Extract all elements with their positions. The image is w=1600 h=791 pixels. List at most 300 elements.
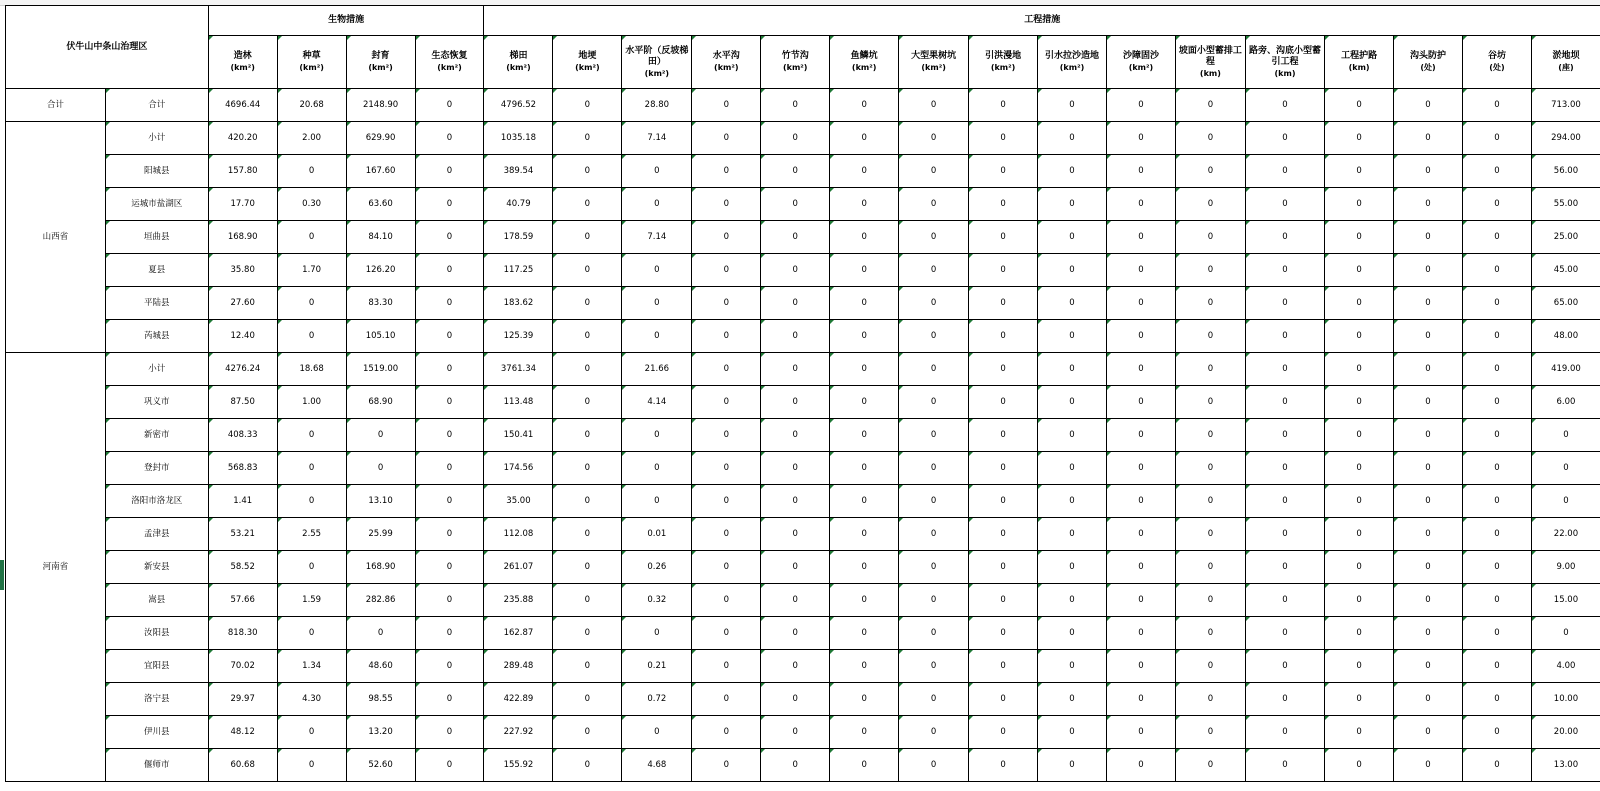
table-cell[interactable]: 0	[1325, 254, 1394, 287]
table-cell[interactable]: 0	[1106, 551, 1175, 584]
table-cell[interactable]: 0	[830, 419, 899, 452]
table-cell[interactable]: 0	[1106, 518, 1175, 551]
table-cell[interactable]: 0	[1394, 254, 1463, 287]
table-cell[interactable]: 0	[622, 155, 692, 188]
table-cell[interactable]: 0	[692, 683, 761, 716]
table-cell[interactable]: 0	[1106, 386, 1175, 419]
table-cell[interactable]: 0	[1325, 716, 1394, 749]
table-cell[interactable]: 422.89	[484, 683, 553, 716]
table-cell[interactable]: 155.92	[484, 749, 553, 782]
table-cell[interactable]: 0	[1245, 386, 1324, 419]
table-cell[interactable]: 0	[1245, 320, 1324, 353]
table-cell[interactable]: 0	[277, 287, 346, 320]
table-cell[interactable]: 0	[692, 749, 761, 782]
table-cell[interactable]: 0	[1106, 617, 1175, 650]
table-cell[interactable]: 0	[830, 221, 899, 254]
table-cell[interactable]: 0	[899, 551, 969, 584]
table-cell[interactable]: 0	[969, 320, 1038, 353]
table-cell[interactable]: 4.68	[622, 749, 692, 782]
table-cell[interactable]: 157.80	[208, 155, 277, 188]
table-cell[interactable]: 0	[969, 518, 1038, 551]
table-cell[interactable]: 0	[553, 452, 622, 485]
table-cell[interactable]: 0	[1462, 221, 1531, 254]
table-cell[interactable]: 0	[899, 617, 969, 650]
column-header[interactable]	[969, 36, 1038, 89]
table-cell[interactable]: 4696.44	[208, 89, 277, 122]
table-cell[interactable]: 0	[1106, 155, 1175, 188]
county-cell[interactable]: 垣曲县	[105, 221, 208, 254]
table-cell[interactable]: 0	[761, 386, 830, 419]
table-cell[interactable]: 0	[1394, 683, 1463, 716]
table-cell[interactable]: 0	[830, 287, 899, 320]
table-cell[interactable]: 0	[899, 353, 969, 386]
table-cell[interactable]: 0	[622, 485, 692, 518]
table-cell[interactable]: 0	[277, 320, 346, 353]
table-cell[interactable]: 0	[830, 122, 899, 155]
county-cell[interactable]: 新密市	[105, 419, 208, 452]
table-cell[interactable]: 0	[1462, 749, 1531, 782]
table-cell[interactable]: 0	[1462, 419, 1531, 452]
table-cell[interactable]: 261.07	[484, 551, 553, 584]
table-cell[interactable]: 0	[969, 716, 1038, 749]
table-cell[interactable]: 0	[692, 122, 761, 155]
table-cell[interactable]: 98.55	[346, 683, 415, 716]
table-cell[interactable]: 0	[415, 89, 484, 122]
table-cell[interactable]: 4796.52	[484, 89, 553, 122]
table-cell[interactable]: 17.70	[208, 188, 277, 221]
table-cell[interactable]: 0	[1245, 749, 1324, 782]
table-cell[interactable]: 0	[899, 683, 969, 716]
table-cell[interactable]: 0	[830, 89, 899, 122]
table-cell[interactable]: 0	[1462, 386, 1531, 419]
table-cell[interactable]: 0	[553, 221, 622, 254]
table-cell[interactable]: 0	[415, 254, 484, 287]
table-cell[interactable]: 0	[1394, 287, 1463, 320]
table-cell[interactable]: 15.00	[1531, 584, 1600, 617]
table-cell[interactable]: 0	[899, 221, 969, 254]
table-cell[interactable]: 0	[969, 287, 1038, 320]
table-cell[interactable]: 0	[1325, 122, 1394, 155]
table-cell[interactable]: 0	[692, 287, 761, 320]
table-cell[interactable]: 0	[1325, 419, 1394, 452]
table-cell[interactable]: 0	[1394, 188, 1463, 221]
table-cell[interactable]: 0	[1531, 419, 1600, 452]
county-cell[interactable]: 夏县	[105, 254, 208, 287]
table-cell[interactable]: 0	[830, 551, 899, 584]
table-cell[interactable]: 0	[415, 518, 484, 551]
table-cell[interactable]: 0	[1038, 551, 1107, 584]
table-cell[interactable]: 0	[1462, 287, 1531, 320]
table-cell[interactable]: 0	[1245, 419, 1324, 452]
table-cell[interactable]: 0	[415, 452, 484, 485]
table-cell[interactable]: 0	[622, 452, 692, 485]
table-cell[interactable]: 0	[830, 485, 899, 518]
table-cell[interactable]: 174.56	[484, 452, 553, 485]
table-cell[interactable]: 0	[692, 452, 761, 485]
table-cell[interactable]: 818.30	[208, 617, 277, 650]
table-cell[interactable]: 0	[830, 650, 899, 683]
table-cell[interactable]: 0	[1394, 650, 1463, 683]
table-cell[interactable]: 0	[761, 584, 830, 617]
table-cell[interactable]: 0	[1394, 386, 1463, 419]
table-cell[interactable]: 0	[1175, 353, 1245, 386]
table-cell[interactable]: 83.30	[346, 287, 415, 320]
table-cell[interactable]: 0	[415, 716, 484, 749]
table-cell[interactable]: 0	[1325, 683, 1394, 716]
column-header[interactable]	[1325, 36, 1394, 89]
table-cell[interactable]: 1.00	[277, 386, 346, 419]
table-cell[interactable]: 35.00	[484, 485, 553, 518]
table-cell[interactable]: 56.00	[1531, 155, 1600, 188]
table-cell[interactable]: 1.70	[277, 254, 346, 287]
table-cell[interactable]: 0	[415, 353, 484, 386]
table-cell[interactable]: 57.66	[208, 584, 277, 617]
table-cell[interactable]: 65.00	[1531, 287, 1600, 320]
county-cell[interactable]: 新安县	[105, 551, 208, 584]
table-cell[interactable]: 0	[1394, 617, 1463, 650]
column-header[interactable]	[899, 36, 969, 89]
table-cell[interactable]: 0	[830, 617, 899, 650]
county-cell[interactable]: 汝阳县	[105, 617, 208, 650]
table-cell[interactable]: 105.10	[346, 320, 415, 353]
table-cell[interactable]: 0	[969, 254, 1038, 287]
table-cell[interactable]: 0	[415, 287, 484, 320]
county-cell[interactable]: 小计	[105, 122, 208, 155]
table-cell[interactable]: 2148.90	[346, 89, 415, 122]
table-cell[interactable]: 0	[969, 617, 1038, 650]
table-cell[interactable]: 0	[1462, 683, 1531, 716]
county-cell[interactable]: 洛宁县	[105, 683, 208, 716]
table-cell[interactable]: 0	[830, 386, 899, 419]
table-cell[interactable]: 0	[553, 749, 622, 782]
column-header[interactable]	[830, 36, 899, 89]
table-cell[interactable]: 58.52	[208, 551, 277, 584]
table-cell[interactable]: 0	[277, 551, 346, 584]
table-cell[interactable]: 0	[830, 749, 899, 782]
table-cell[interactable]: 0	[1245, 452, 1324, 485]
table-cell[interactable]: 0	[1325, 386, 1394, 419]
table-cell[interactable]: 0	[1462, 452, 1531, 485]
total-region-cell[interactable]: 合计	[6, 89, 106, 122]
county-cell[interactable]: 洛阳市洛龙区	[105, 485, 208, 518]
county-cell[interactable]: 芮城县	[105, 320, 208, 353]
table-cell[interactable]: 0	[1394, 155, 1463, 188]
table-cell[interactable]: 0	[1038, 287, 1107, 320]
table-cell[interactable]: 0	[1245, 155, 1324, 188]
table-cell[interactable]: 0	[1038, 89, 1107, 122]
table-cell[interactable]: 0	[415, 155, 484, 188]
table-cell[interactable]: 0	[1531, 617, 1600, 650]
table-cell[interactable]: 0	[899, 749, 969, 782]
table-cell[interactable]: 0	[969, 452, 1038, 485]
table-cell[interactable]: 0	[1325, 584, 1394, 617]
table-cell[interactable]: 84.10	[346, 221, 415, 254]
table-cell[interactable]: 0	[1175, 716, 1245, 749]
table-cell[interactable]: 0	[622, 188, 692, 221]
table-cell[interactable]: 0	[1175, 155, 1245, 188]
table-cell[interactable]: 0	[1245, 89, 1324, 122]
table-cell[interactable]: 0	[1175, 683, 1245, 716]
table-cell[interactable]: 0	[761, 485, 830, 518]
table-cell[interactable]: 183.62	[484, 287, 553, 320]
table-cell[interactable]: 0	[1175, 452, 1245, 485]
table-title[interactable]: 伏牛山中条山治理区	[6, 6, 209, 89]
table-cell[interactable]: 0	[692, 617, 761, 650]
table-cell[interactable]: 0	[1325, 221, 1394, 254]
table-cell[interactable]: 0	[415, 650, 484, 683]
table-cell[interactable]: 0	[1325, 353, 1394, 386]
table-cell[interactable]: 0	[969, 650, 1038, 683]
table-cell[interactable]: 0	[1038, 254, 1107, 287]
table-cell[interactable]: 0	[899, 485, 969, 518]
table-cell[interactable]: 0.32	[622, 584, 692, 617]
table-cell[interactable]: 0	[415, 386, 484, 419]
table-cell[interactable]: 0	[1462, 122, 1531, 155]
table-cell[interactable]: 0	[899, 452, 969, 485]
table-cell[interactable]: 0	[1462, 188, 1531, 221]
column-header[interactable]	[415, 36, 484, 89]
table-cell[interactable]: 1035.18	[484, 122, 553, 155]
table-cell[interactable]: 0	[415, 683, 484, 716]
table-cell[interactable]: 0	[1175, 749, 1245, 782]
table-cell[interactable]: 0	[1462, 650, 1531, 683]
table-cell[interactable]: 0	[1175, 122, 1245, 155]
table-cell[interactable]: 0	[622, 287, 692, 320]
table-cell[interactable]: 0	[1245, 716, 1324, 749]
table-cell[interactable]: 420.20	[208, 122, 277, 155]
column-header[interactable]	[346, 36, 415, 89]
table-cell[interactable]: 0	[1038, 320, 1107, 353]
table-cell[interactable]: 0	[761, 221, 830, 254]
table-cell[interactable]: 0	[899, 254, 969, 287]
table-cell[interactable]: 0	[553, 650, 622, 683]
county-cell[interactable]: 孟津县	[105, 518, 208, 551]
table-cell[interactable]: 0	[1462, 716, 1531, 749]
column-header[interactable]	[1245, 36, 1324, 89]
table-cell[interactable]: 0	[1038, 683, 1107, 716]
table-cell[interactable]: 40.79	[484, 188, 553, 221]
table-cell[interactable]: 0	[761, 650, 830, 683]
table-cell[interactable]: 0	[415, 485, 484, 518]
table-cell[interactable]: 0	[1038, 650, 1107, 683]
table-cell[interactable]: 0	[969, 419, 1038, 452]
table-cell[interactable]: 0	[1038, 155, 1107, 188]
group-header-eng[interactable]: 工程措施	[484, 6, 1600, 36]
table-cell[interactable]: 0	[553, 716, 622, 749]
table-cell[interactable]: 4.14	[622, 386, 692, 419]
table-cell[interactable]: 0	[830, 716, 899, 749]
table-cell[interactable]: 0	[1325, 617, 1394, 650]
table-cell[interactable]: 0	[1462, 89, 1531, 122]
column-header[interactable]	[1038, 36, 1107, 89]
table-cell[interactable]: 568.83	[208, 452, 277, 485]
county-cell[interactable]: 宜阳县	[105, 650, 208, 683]
table-cell[interactable]: 0	[1325, 287, 1394, 320]
table-cell[interactable]: 168.90	[346, 551, 415, 584]
table-cell[interactable]: 0	[830, 584, 899, 617]
table-cell[interactable]: 0	[1394, 485, 1463, 518]
table-cell[interactable]: 55.00	[1531, 188, 1600, 221]
table-cell[interactable]: 0	[1325, 452, 1394, 485]
table-cell[interactable]: 0	[1038, 485, 1107, 518]
total-name-cell[interactable]: 合计	[105, 89, 208, 122]
table-cell[interactable]: 0	[553, 155, 622, 188]
table-cell[interactable]: 389.54	[484, 155, 553, 188]
table-cell[interactable]: 18.68	[277, 353, 346, 386]
table-cell[interactable]: 0	[1325, 155, 1394, 188]
table-cell[interactable]: 0	[969, 386, 1038, 419]
table-cell[interactable]: 113.48	[484, 386, 553, 419]
table-cell[interactable]: 0	[1394, 584, 1463, 617]
table-cell[interactable]: 0	[761, 320, 830, 353]
county-cell[interactable]: 阳城县	[105, 155, 208, 188]
table-cell[interactable]: 0	[1175, 518, 1245, 551]
table-cell[interactable]: 0	[1106, 419, 1175, 452]
table-cell[interactable]: 0	[830, 353, 899, 386]
table-cell[interactable]: 0	[692, 155, 761, 188]
table-cell[interactable]: 0	[969, 485, 1038, 518]
table-cell[interactable]: 0	[553, 353, 622, 386]
table-cell[interactable]: 0	[969, 551, 1038, 584]
table-cell[interactable]: 0	[1175, 419, 1245, 452]
table-cell[interactable]: 150.41	[484, 419, 553, 452]
table-cell[interactable]: 178.59	[484, 221, 553, 254]
table-cell[interactable]: 0	[1462, 518, 1531, 551]
table-cell[interactable]: 0	[899, 716, 969, 749]
table-cell[interactable]: 9.00	[1531, 551, 1600, 584]
table-cell[interactable]: 0	[1175, 221, 1245, 254]
table-cell[interactable]: 0	[1106, 584, 1175, 617]
table-cell[interactable]: 0	[692, 320, 761, 353]
table-cell[interactable]: 0	[1106, 320, 1175, 353]
table-cell[interactable]: 20.00	[1531, 716, 1600, 749]
table-cell[interactable]: 0	[692, 188, 761, 221]
table-cell[interactable]: 0	[1394, 419, 1463, 452]
county-cell[interactable]: 登封市	[105, 452, 208, 485]
table-cell[interactable]: 0	[1106, 452, 1175, 485]
table-cell[interactable]: 28.80	[622, 89, 692, 122]
table-cell[interactable]: 0	[1106, 221, 1175, 254]
table-cell[interactable]: 20.68	[277, 89, 346, 122]
table-cell[interactable]: 0	[553, 551, 622, 584]
table-cell[interactable]: 0	[969, 221, 1038, 254]
table-cell[interactable]: 282.86	[346, 584, 415, 617]
table-cell[interactable]: 12.40	[208, 320, 277, 353]
table-cell[interactable]: 0	[969, 155, 1038, 188]
table-cell[interactable]: 0	[1038, 188, 1107, 221]
table-cell[interactable]: 0	[1175, 89, 1245, 122]
table-cell[interactable]: 0	[1038, 386, 1107, 419]
province-cell[interactable]: 河南省	[6, 353, 106, 782]
table-cell[interactable]: 117.25	[484, 254, 553, 287]
table-cell[interactable]: 0	[1245, 617, 1324, 650]
table-cell[interactable]: 0.01	[622, 518, 692, 551]
table-cell[interactable]: 0	[761, 716, 830, 749]
column-header[interactable]	[484, 36, 553, 89]
table-cell[interactable]: 0	[622, 617, 692, 650]
table-cell[interactable]: 1.41	[208, 485, 277, 518]
table-cell[interactable]: 13.00	[1531, 749, 1600, 782]
group-header-bio[interactable]: 生物措施	[208, 6, 484, 36]
table-cell[interactable]: 0	[1106, 287, 1175, 320]
table-cell[interactable]: 0	[1038, 452, 1107, 485]
column-header[interactable]	[1462, 36, 1531, 89]
table-cell[interactable]: 68.90	[346, 386, 415, 419]
table-cell[interactable]: 0	[830, 320, 899, 353]
table-cell[interactable]: 48.00	[1531, 320, 1600, 353]
table-cell[interactable]: 0	[1038, 584, 1107, 617]
table-cell[interactable]: 0	[1394, 122, 1463, 155]
table-cell[interactable]: 167.60	[346, 155, 415, 188]
table-cell[interactable]: 0	[1038, 122, 1107, 155]
table-cell[interactable]: 0	[1462, 353, 1531, 386]
table-cell[interactable]: 0	[415, 188, 484, 221]
table-cell[interactable]: 4276.24	[208, 353, 277, 386]
table-cell[interactable]: 0	[1106, 683, 1175, 716]
table-cell[interactable]: 0	[1245, 221, 1324, 254]
table-cell[interactable]: 0	[415, 584, 484, 617]
table-cell[interactable]: 0.30	[277, 188, 346, 221]
table-cell[interactable]: 0	[1038, 716, 1107, 749]
table-cell[interactable]: 0	[1394, 551, 1463, 584]
table-cell[interactable]: 0	[1462, 617, 1531, 650]
table-cell[interactable]: 0	[622, 320, 692, 353]
table-cell[interactable]: 0	[761, 419, 830, 452]
table-cell[interactable]: 0	[1038, 221, 1107, 254]
table-cell[interactable]: 0	[277, 716, 346, 749]
table-cell[interactable]: 0	[1106, 188, 1175, 221]
table-cell[interactable]: 419.00	[1531, 353, 1600, 386]
table-cell[interactable]: 0	[1038, 749, 1107, 782]
table-cell[interactable]: 0	[1394, 716, 1463, 749]
table-cell[interactable]: 0	[1175, 485, 1245, 518]
table-cell[interactable]: 0	[969, 89, 1038, 122]
table-cell[interactable]: 0	[277, 452, 346, 485]
table-cell[interactable]: 0	[1462, 254, 1531, 287]
table-cell[interactable]: 0	[761, 155, 830, 188]
table-cell[interactable]: 0	[692, 254, 761, 287]
table-cell[interactable]: 0	[277, 617, 346, 650]
table-cell[interactable]: 0	[830, 254, 899, 287]
table-cell[interactable]: 0.26	[622, 551, 692, 584]
county-cell[interactable]: 偃师市	[105, 749, 208, 782]
table-cell[interactable]: 0	[899, 650, 969, 683]
table-cell[interactable]: 0	[830, 155, 899, 188]
table-cell[interactable]: 4.00	[1531, 650, 1600, 683]
table-cell[interactable]: 0	[899, 518, 969, 551]
column-header[interactable]	[761, 36, 830, 89]
table-cell[interactable]: 0	[622, 419, 692, 452]
table-cell[interactable]: 0	[277, 221, 346, 254]
table-cell[interactable]: 112.08	[484, 518, 553, 551]
table-cell[interactable]: 0	[553, 518, 622, 551]
table-cell[interactable]: 0	[346, 419, 415, 452]
table-cell[interactable]: 0	[277, 155, 346, 188]
table-cell[interactable]: 7.14	[622, 221, 692, 254]
table-cell[interactable]: 0	[553, 287, 622, 320]
table-cell[interactable]: 0	[553, 254, 622, 287]
table-cell[interactable]: 0	[1106, 89, 1175, 122]
table-cell[interactable]: 0	[1175, 320, 1245, 353]
table-cell[interactable]: 0	[761, 254, 830, 287]
table-cell[interactable]: 0	[1175, 551, 1245, 584]
table-cell[interactable]: 0	[692, 518, 761, 551]
table-cell[interactable]: 52.60	[346, 749, 415, 782]
table-cell[interactable]: 0	[969, 353, 1038, 386]
table-cell[interactable]: 0	[1038, 419, 1107, 452]
table-cell[interactable]: 0	[692, 419, 761, 452]
table-cell[interactable]: 0	[899, 419, 969, 452]
